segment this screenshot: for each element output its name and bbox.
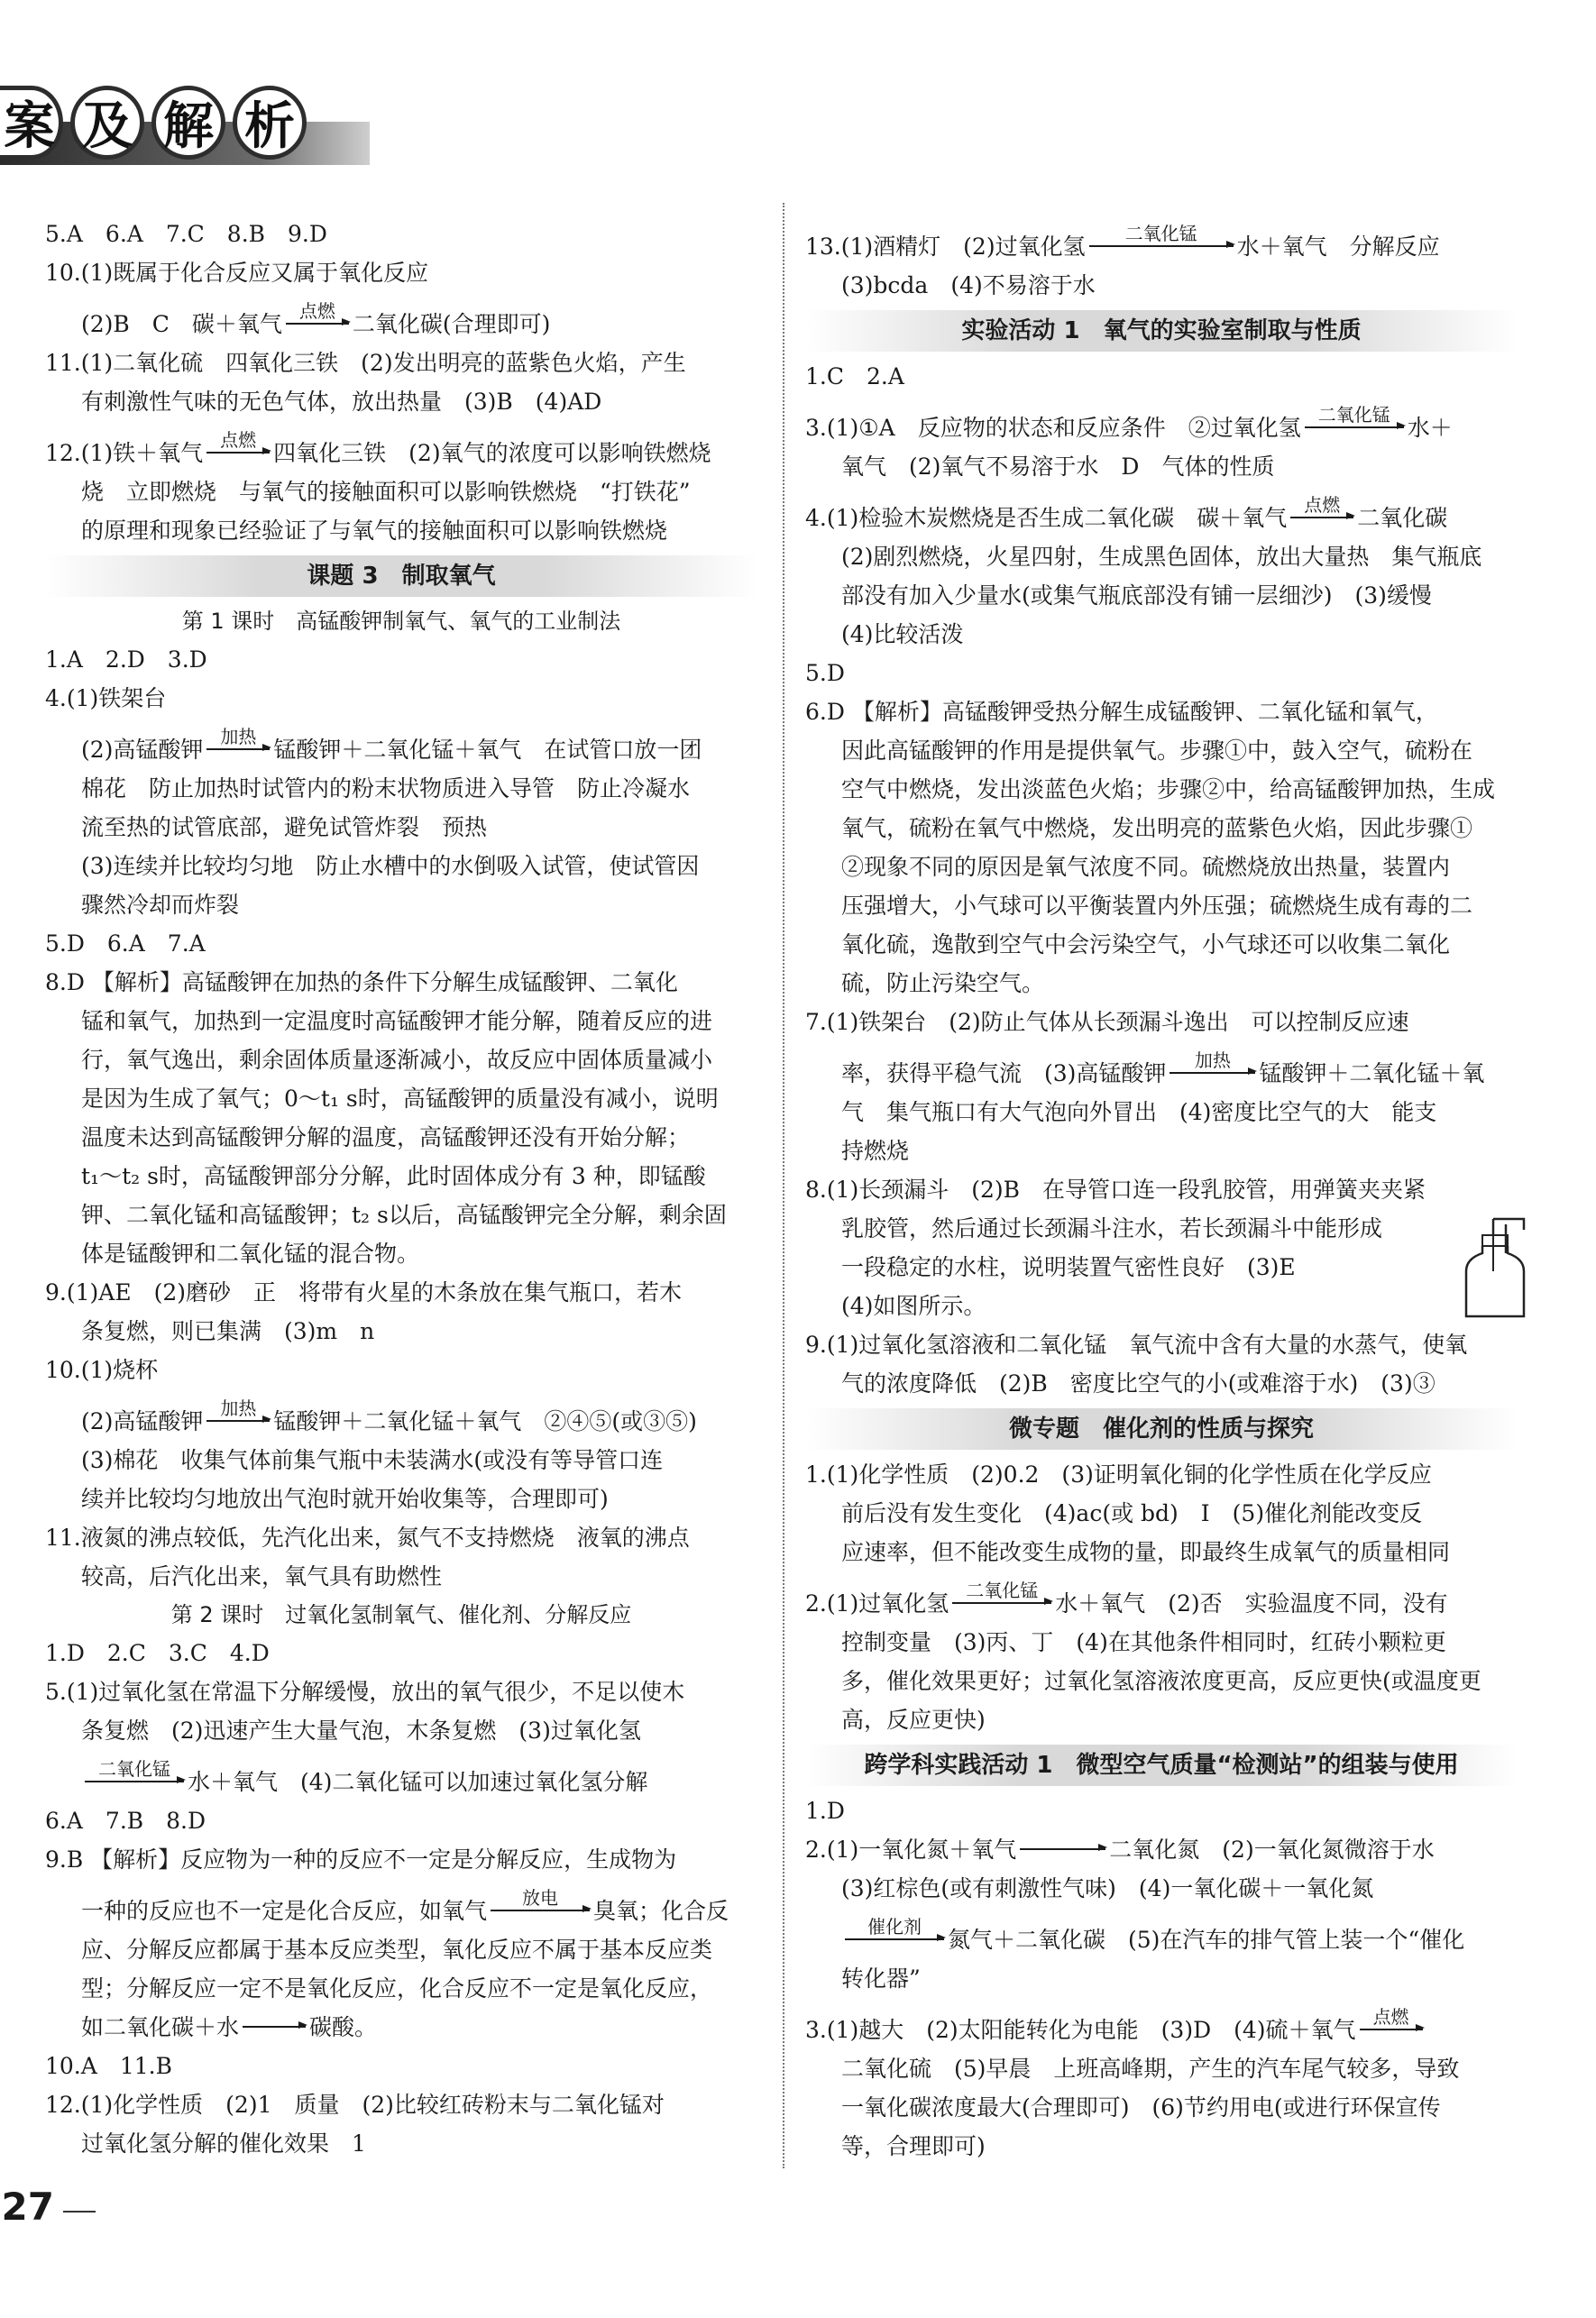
answer-line: 一种的反应也不一定是化合反应，如氧气 放电 臭氧；化合反 [81, 1887, 729, 1924]
header-char: 解 [151, 86, 225, 160]
answer-line: 压强增大，小气球可以平衡装置内外压强；硫燃烧生成有毒的二 [841, 893, 1473, 919]
answer-line: (2)B C 碳＋氧气 点燃 二氧化碳(合理即可) [81, 300, 551, 337]
answer-line: 5.A 6.A 7.C 8.B 9.D [45, 221, 327, 247]
answer-line: 2.(1)一氧化氮＋氧气 二氧化氮 (2)一氧化氮微溶于水 [805, 1837, 1435, 1863]
answer-line: 4.(1)铁架台 [45, 685, 167, 711]
answer-line: 如二氧化碳＋水 碳酸。 [81, 2014, 378, 2040]
header-title [0, 86, 307, 160]
reaction-arrow: 放电 [491, 1910, 590, 1911]
answer-line: 骤然冷却而炸裂 [81, 892, 240, 918]
answer-line: 9.(1)过氧化氢溶液和二氧化锰 氧气流中含有大量的水蒸气，使氧 [805, 1332, 1468, 1358]
answer-line: 锰和氧气，加热到一定温度时高锰酸钾才能分解，随着反应的进 [81, 1008, 713, 1034]
answer-line: 11.(1)二氧化硫 四氧化三铁 (2)发出明亮的蓝紫色火焰，产生 [45, 350, 686, 376]
answer-line: 流至热的试管底部，避免试管炸裂 预热 [81, 814, 488, 840]
answer-line: 空气中燃烧，发出淡蓝色火焰；步骤②中，给高锰酸钾加热，生成 [841, 776, 1496, 802]
left-column [45, 215, 757, 2163]
answer-line: 4.(1)检验木炭燃烧是否生成二氧化碳 碳＋氧气 点燃 二氧化碳 [805, 494, 1448, 531]
answer-line: 条复燃 (2)迅速产生大量气泡，木条复燃 (3)过氧化氢 [81, 1718, 641, 1744]
answer-line: 3.(1)越大 (2)太阳能转化为电能 (3)D (4)硫＋氧气 点燃 [805, 2011, 1518, 2049]
reaction-arrow: 二氧化锰 [952, 1602, 1051, 1604]
header-char: 案 [0, 86, 63, 160]
answer-line: (2)高锰酸钾 加热 锰酸钾＋二氧化锰＋氧气 在试管口放一团 [81, 726, 702, 763]
answer-line: 有刺激性气味的无色气体，放出热量 (3)B (4)AD [81, 389, 602, 415]
answer-line: 9.B 【解析】反应物为一种的反应不一定是分解反应，生成物为 [45, 1846, 677, 1873]
section-title: 跨学科实践活动 1 微型空气质量“检测站”的组装与使用 [805, 1745, 1518, 1786]
answer-line: 氧气 (2)氧气不易溶于水 D 气体的性质 [841, 454, 1275, 480]
reaction-arrow: 加热 [206, 748, 270, 750]
answer-line: 应、分解反应都属于基本反应类型，氧化反应不属于基本反应类 [81, 1937, 713, 1963]
answer-line: 因此高锰酸钾的作用是提供氧气。步骤①中，鼓入空气，硫粉在 [841, 738, 1473, 764]
answer-line: 5.D [805, 660, 845, 686]
answer-line: 高，反应更快) [841, 1707, 986, 1733]
answer-line: 率，获得平稳气流 (3)高锰酸钾 加热 锰酸钾＋二氧化锰＋氧 [841, 1049, 1485, 1086]
answer-line: ②现象不同的原因是氧气浓度不同。硫燃烧放出热量，装置内 [841, 854, 1451, 880]
answer-line: 13.(1)酒精灯 (2)过氧化氢 二氧化锰 水＋氧气 分解反应 [805, 223, 1440, 260]
section-title: 实验活动 1 氧气的实验室制取与性质 [805, 310, 1518, 352]
answer-line: 11.液氮的沸点较低，先汽化出来，氮气不支持燃烧 液氧的沸点 [45, 1525, 690, 1551]
answer-line: 体是锰酸钾和二氧化锰的混合物。 [81, 1241, 420, 1267]
reaction-arrow: 二氧化锰 [1305, 426, 1404, 428]
answer-line: 1.(1)化学性质 (2)0.2 (3)证明氧化铜的化学性质在化学反应 [805, 1461, 1432, 1488]
answer-line: 转化器” [841, 1965, 921, 1992]
answer-line: 3.(1)①A 反应物的状态和反应条件 ②过氧化氢 二氧化锰 水＋ [805, 404, 1453, 441]
answer-line: 5.(1)过氧化氢在常温下分解缓慢，放出的氧气很少，不足以使木 [45, 1679, 685, 1705]
answer-line: 应速率，但不能改变生成物的量，即最终生成氧气的质量相同 [841, 1539, 1451, 1565]
answer-line: 棉花 防止加热时试管内的粉末状物质进入导管 防止冷凝水 [81, 775, 691, 802]
answer-line: 钾、二氧化锰和高锰酸钾；t₂ s以后，高锰酸钾完全分解，剩余固 [81, 1202, 727, 1228]
reaction-arrow: 点燃 [206, 452, 270, 454]
answer-line: 乳胶管，然后通过长颈漏斗注水，若长颈漏斗中能形成 [841, 1215, 1383, 1241]
answer-line: 较高，后汽化出来，氧气具有助燃性 [81, 1563, 443, 1590]
reaction-arrow [243, 2026, 306, 2028]
answer-line: 二氧化锰 水＋氧气 (4)二氧化锰可以加速过氧化氢分解 [45, 1763, 757, 1801]
page-number: 27 [0, 2182, 54, 2232]
answer-line: (3)棉花 收集气体前集气瓶中未装满水(或没有等导管口连 [81, 1447, 664, 1473]
subsection-title: 第 1 课时 高锰酸钾制氧气、氧气的工业制法 [181, 609, 621, 634]
answer-line: 前后没有发生变化 (4)ac(或 bd) Ⅰ (5)催化剂能改变反 [841, 1500, 1423, 1526]
answer-line: 10.A 11.B [45, 2053, 172, 2079]
answer-line: 1.C 2.A [805, 363, 904, 389]
subsection-title: 第 2 课时 过氧化氢制氧气、催化剂、分解反应 [170, 1602, 632, 1627]
answer-line: 10.(1)既属于化合反应又属于氧化反应 [45, 260, 429, 286]
section-title: 课题 3 制取氧气 [45, 555, 757, 597]
answer-line: 等，合理即可) [841, 2133, 986, 2159]
column-divider [783, 203, 784, 2168]
gas-bottle-figure [1459, 1217, 1531, 1321]
header-char: 及 [70, 86, 144, 160]
reaction-arrow: 点燃 [1290, 517, 1353, 518]
answer-line: 续并比较均匀地放出气泡时就开始收集等，合理即可) [81, 1486, 609, 1512]
answer-line: 的原理和现象已经验证了与氧气的接触面积可以影响铁燃烧 [81, 518, 668, 544]
reaction-arrow: 点燃 [286, 323, 349, 325]
page-header [0, 86, 379, 169]
answer-line: 行，氧气逸出，剩余固体质量逐渐减小，故反应中固体质量减小 [81, 1047, 713, 1073]
answer-line: 1.D 2.C 3.C 4.D [45, 1640, 270, 1666]
answer-line: 是因为生成了氧气；0～t₁ s时，高锰酸钾的质量没有减小，说明 [81, 1086, 719, 1112]
reaction-arrow: 点燃 [1360, 2029, 1423, 2030]
answer-line: (2)剧烈燃烧，火星四射，生成黑色固体，放出大量热 集气瓶底 [841, 544, 1482, 570]
answer-line: 控制变量 (3)丙、丁 (4)在其他条件相同时，红砖小颗粒更 [841, 1629, 1446, 1655]
reaction-arrow: 加热 [1169, 1072, 1255, 1074]
answer-line: 型；分解反应一定不是氧化反应，化合反应不一定是氧化反应， [81, 1975, 713, 2002]
answer-line: 9.(1)AE (2)磨砂 正 将带有火星的木条放在集气瓶口，若木 [45, 1279, 682, 1306]
answer-line: 氧气，硫粉在氧气中燃烧，发出明亮的蓝紫色火焰，因此步骤① [841, 815, 1473, 841]
answer-line: (3)红棕色(或有刺激性气味) (4)一氧化碳＋一氧化氮 [841, 1875, 1374, 1901]
reaction-arrow: 加热 [206, 1420, 270, 1422]
reaction-arrow: 二氧化锰 [1089, 245, 1234, 247]
answer-line: 7.(1)铁架台 (2)防止气体从长颈漏斗逸出 可以控制反应速 [805, 1009, 1409, 1035]
answer-line: 8.D 【解析】高锰酸钾在加热的条件下分解生成锰酸钾、二氧化 [45, 969, 678, 995]
reaction-arrow: 二氧化锰 [85, 1781, 184, 1782]
answer-line: 烧 立即燃烧 与氧气的接触面积可以影响铁燃烧 “打铁花” [81, 479, 691, 505]
answer-line: 1.A 2.D 3.D [45, 646, 207, 673]
answer-line: 硫，防止污染空气。 [841, 970, 1045, 996]
answer-line: 部没有加入少量水(或集气瓶底部没有铺一层细沙) (3)缓慢 [841, 582, 1432, 609]
reaction-arrow [1020, 1848, 1105, 1850]
answer-line: 持燃烧 [841, 1138, 910, 1164]
answer-line: 一氧化碳浓度最大(合理即可) (6)节约用电(或进行环保宣传 [841, 2094, 1441, 2121]
answer-line: 1.D [805, 1798, 845, 1824]
answer-line: (3)连续并比较均匀地 防止水槽中的水倒吸入试管，使试管因 [81, 853, 700, 879]
answer-line: 温度未达到高锰酸钾分解的温度，高锰酸钾还没有开始分解； [81, 1124, 691, 1150]
answer-line: 过氧化氢分解的催化效果 1 [81, 2130, 366, 2157]
answer-line: 催化剂 氮气＋二氧化碳 (5)在汽车的排气管上装一个“催化 [805, 1920, 1518, 1959]
section-title: 微专题 催化剂的性质与探究 [805, 1408, 1518, 1450]
answer-line: 12.(1)铁＋氧气 点燃 四氧化三铁 (2)氧气的浓度可以影响铁燃烧 [45, 429, 711, 466]
answer-line: 6.D 【解析】高锰酸钾受热分解生成锰酸钾、二氧化锰和氧气， [805, 699, 1438, 725]
answer-line: 氧化硫，逸散到空气中会污染空气，小气球还可以收集二氧化 [841, 931, 1451, 957]
reaction-arrow: 催化剂 [845, 1938, 944, 1940]
answer-line: (4)如图所示。 [841, 1293, 986, 1319]
answer-line: 2.(1)过氧化氢 二氧化锰 水＋氧气 (2)否 实验温度不同，没有 [805, 1580, 1448, 1617]
answer-line: 10.(1)烧杯 [45, 1357, 159, 1383]
answer-line: 二氧化硫 (5)早晨 上班高峰期，产生的汽车尾气较多，导致 [841, 2056, 1460, 2082]
answer-line: 12.(1)化学性质 (2)1 质量 (2)比较红砖粉末与二氧化锰对 [45, 2092, 665, 2118]
answer-line: 5.D 6.A 7.A [45, 930, 206, 957]
answer-line: 气 集气瓶口有大气泡向外冒出 (4)密度比空气的大 能支 [841, 1099, 1437, 1125]
answer-line: t₁～t₂ s时，高锰酸钾部分分解，此时固体成分有 3 种，即锰酸 [81, 1163, 706, 1189]
answer-line: 多，催化效果更好；过氧化氢溶液浓度更高，反应更快(或温度更 [841, 1668, 1481, 1694]
answer-line: 条复燃，则已集满 (3)m n [81, 1318, 375, 1344]
answer-line: (3)bcda (4)不易溶于水 [841, 272, 1096, 298]
answer-line: 一段稳定的水柱，说明装置气密性良好 (3)E [841, 1254, 1296, 1280]
answer-line: 8.(1)长颈漏斗 (2)B 在导管口连一段乳胶管，用弹簧夹夹紧 [805, 1177, 1426, 1203]
answer-line: (4)比较活泼 [841, 621, 964, 647]
answer-line: 气的浓度降低 (2)B 密度比空气的小(或难溶于水) (3)③ [841, 1370, 1435, 1397]
header-char: 析 [233, 86, 307, 160]
page-rule [63, 2211, 96, 2213]
answer-line: 6.A 7.B 8.D [45, 1808, 206, 1834]
answer-line: (2)高锰酸钾 加热 锰酸钾＋二氧化锰＋氧气 ②④⑤(或③⑤) [81, 1397, 697, 1434]
right-column [805, 215, 1518, 2166]
